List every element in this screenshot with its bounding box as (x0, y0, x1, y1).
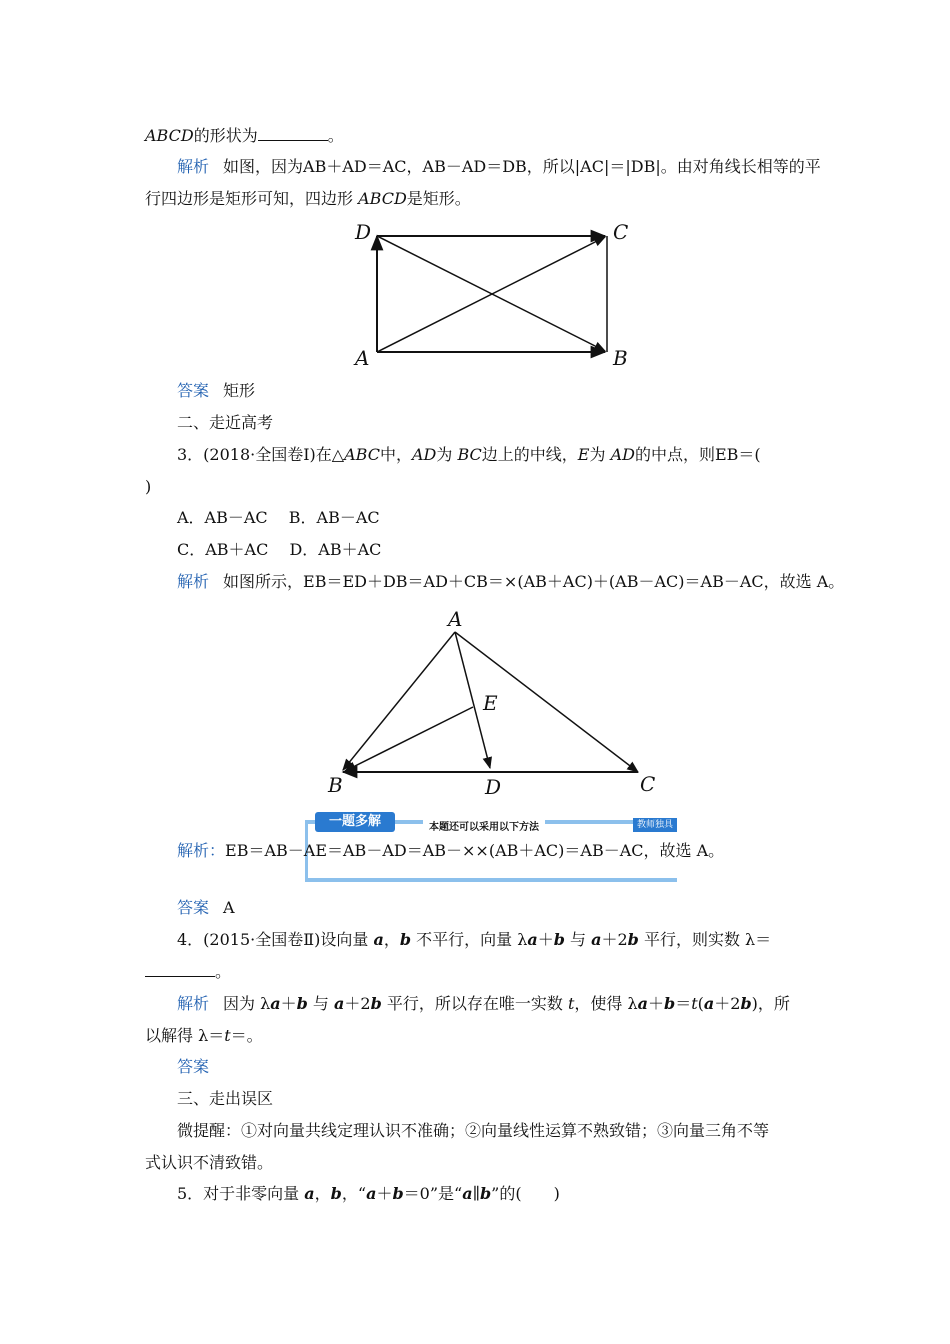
answer-blank (258, 126, 328, 141)
label-b: B (328, 773, 343, 797)
answer-blank (145, 962, 215, 977)
solution-3: 解析 如图所示，EB＝ED＋DB＝AD＋CB＝×(AB＋AC)＋(AB－AC)＝AB－AC，故选 A。 (177, 572, 845, 591)
question-3-line-1: 3．(2018·全国卷Ⅰ)在△ABC中，AD为 BC边上的中线，E为 AD的中点，则EB＝( (177, 445, 761, 464)
question-4-line-1: 4．(2015·全国卷Ⅱ)设向量 a，b 不平行，向量 λa＋b 与 a＋2b 平行，则实数 λ＝ (177, 930, 772, 949)
solution-1-line-2: 行四边形是矩形可知，四边形 ABCD是矩形。 (145, 189, 471, 208)
solution-1-line-1: 解析 如图，因为AB＋AD＝AC，AB－AD＝DB，所以|AC|＝|DB|。由对角线长相等的平 (177, 157, 821, 176)
diagonal-db (377, 236, 605, 351)
rectangle-figure (340, 215, 640, 375)
solution-tag: 解析 (177, 994, 210, 1013)
question-5: 5．对于非零向量 a，b，“a＋b＝0”是“a∥b”的( ) (177, 1184, 560, 1203)
answer-tag: 答案 (177, 898, 210, 917)
label-b: B (613, 346, 628, 370)
label-a: A (448, 607, 463, 631)
tip-line-1: 微提醒：①对向量共线定理认识不准确；②向量线性运算不熟致错；③向量三角不等 (177, 1121, 770, 1140)
box-header (305, 812, 677, 834)
box-subtitle: 本题还可以采用以下方法 (423, 818, 545, 833)
question-3-options-cd: C．AB＋AC D．AB＋AC (177, 540, 382, 559)
quad-name: ABCD (145, 126, 194, 145)
tip-line-2: 式认识不清致错。 (145, 1153, 274, 1172)
alternative-solution: 解析：EB＝AB－AE＝AB－AD＝AB－××(AB＋AC)＝AB－AC，故选 A。 (177, 841, 725, 860)
teacher-badge: 教师独具 (633, 818, 677, 832)
solution-4-line-1: 解析 因为 λa＋b 与 a＋2b 平行，所以存在唯一实数 t，使得 λa＋b＝t(a＋2b)，所 (177, 994, 790, 1013)
section-heading-3: 三、走出误区 (177, 1089, 274, 1108)
box-title: 一题多解 (315, 812, 395, 832)
side-ab (343, 632, 455, 770)
label-a: A (355, 346, 370, 370)
label-e: E (483, 691, 498, 715)
solution-tag: 解析： (177, 841, 226, 860)
label-c: C (613, 220, 629, 244)
answer-tag: 答案 (177, 381, 210, 400)
box-bottom-border (305, 878, 677, 882)
solution-tag: 解析 (177, 157, 210, 176)
solution-tag: 解析 (177, 572, 210, 591)
triangle-figure (320, 605, 670, 800)
answer-1: 答案 矩形 (177, 381, 256, 400)
solution-4-line-2: 以解得 λ＝t＝。 (145, 1026, 263, 1045)
label-d: D (485, 775, 502, 799)
answer-tag: 答案 (177, 1057, 210, 1076)
question-tail: ABCD的形状为 。 (145, 126, 344, 145)
question-3-options-ab: A．AB－AC B．AB－AC (177, 508, 380, 527)
section-heading-2: 二、走近高考 (177, 413, 274, 432)
answer-4 (177, 1057, 223, 1077)
label-d: D (355, 220, 372, 244)
label-c: C (640, 772, 656, 796)
question-4-line-2: 。 (145, 962, 231, 982)
segment-eb (345, 707, 473, 771)
diagonal-ac (377, 237, 605, 352)
question-3-line-2: ) (145, 477, 152, 496)
answer-3: 答案 A (177, 898, 235, 917)
